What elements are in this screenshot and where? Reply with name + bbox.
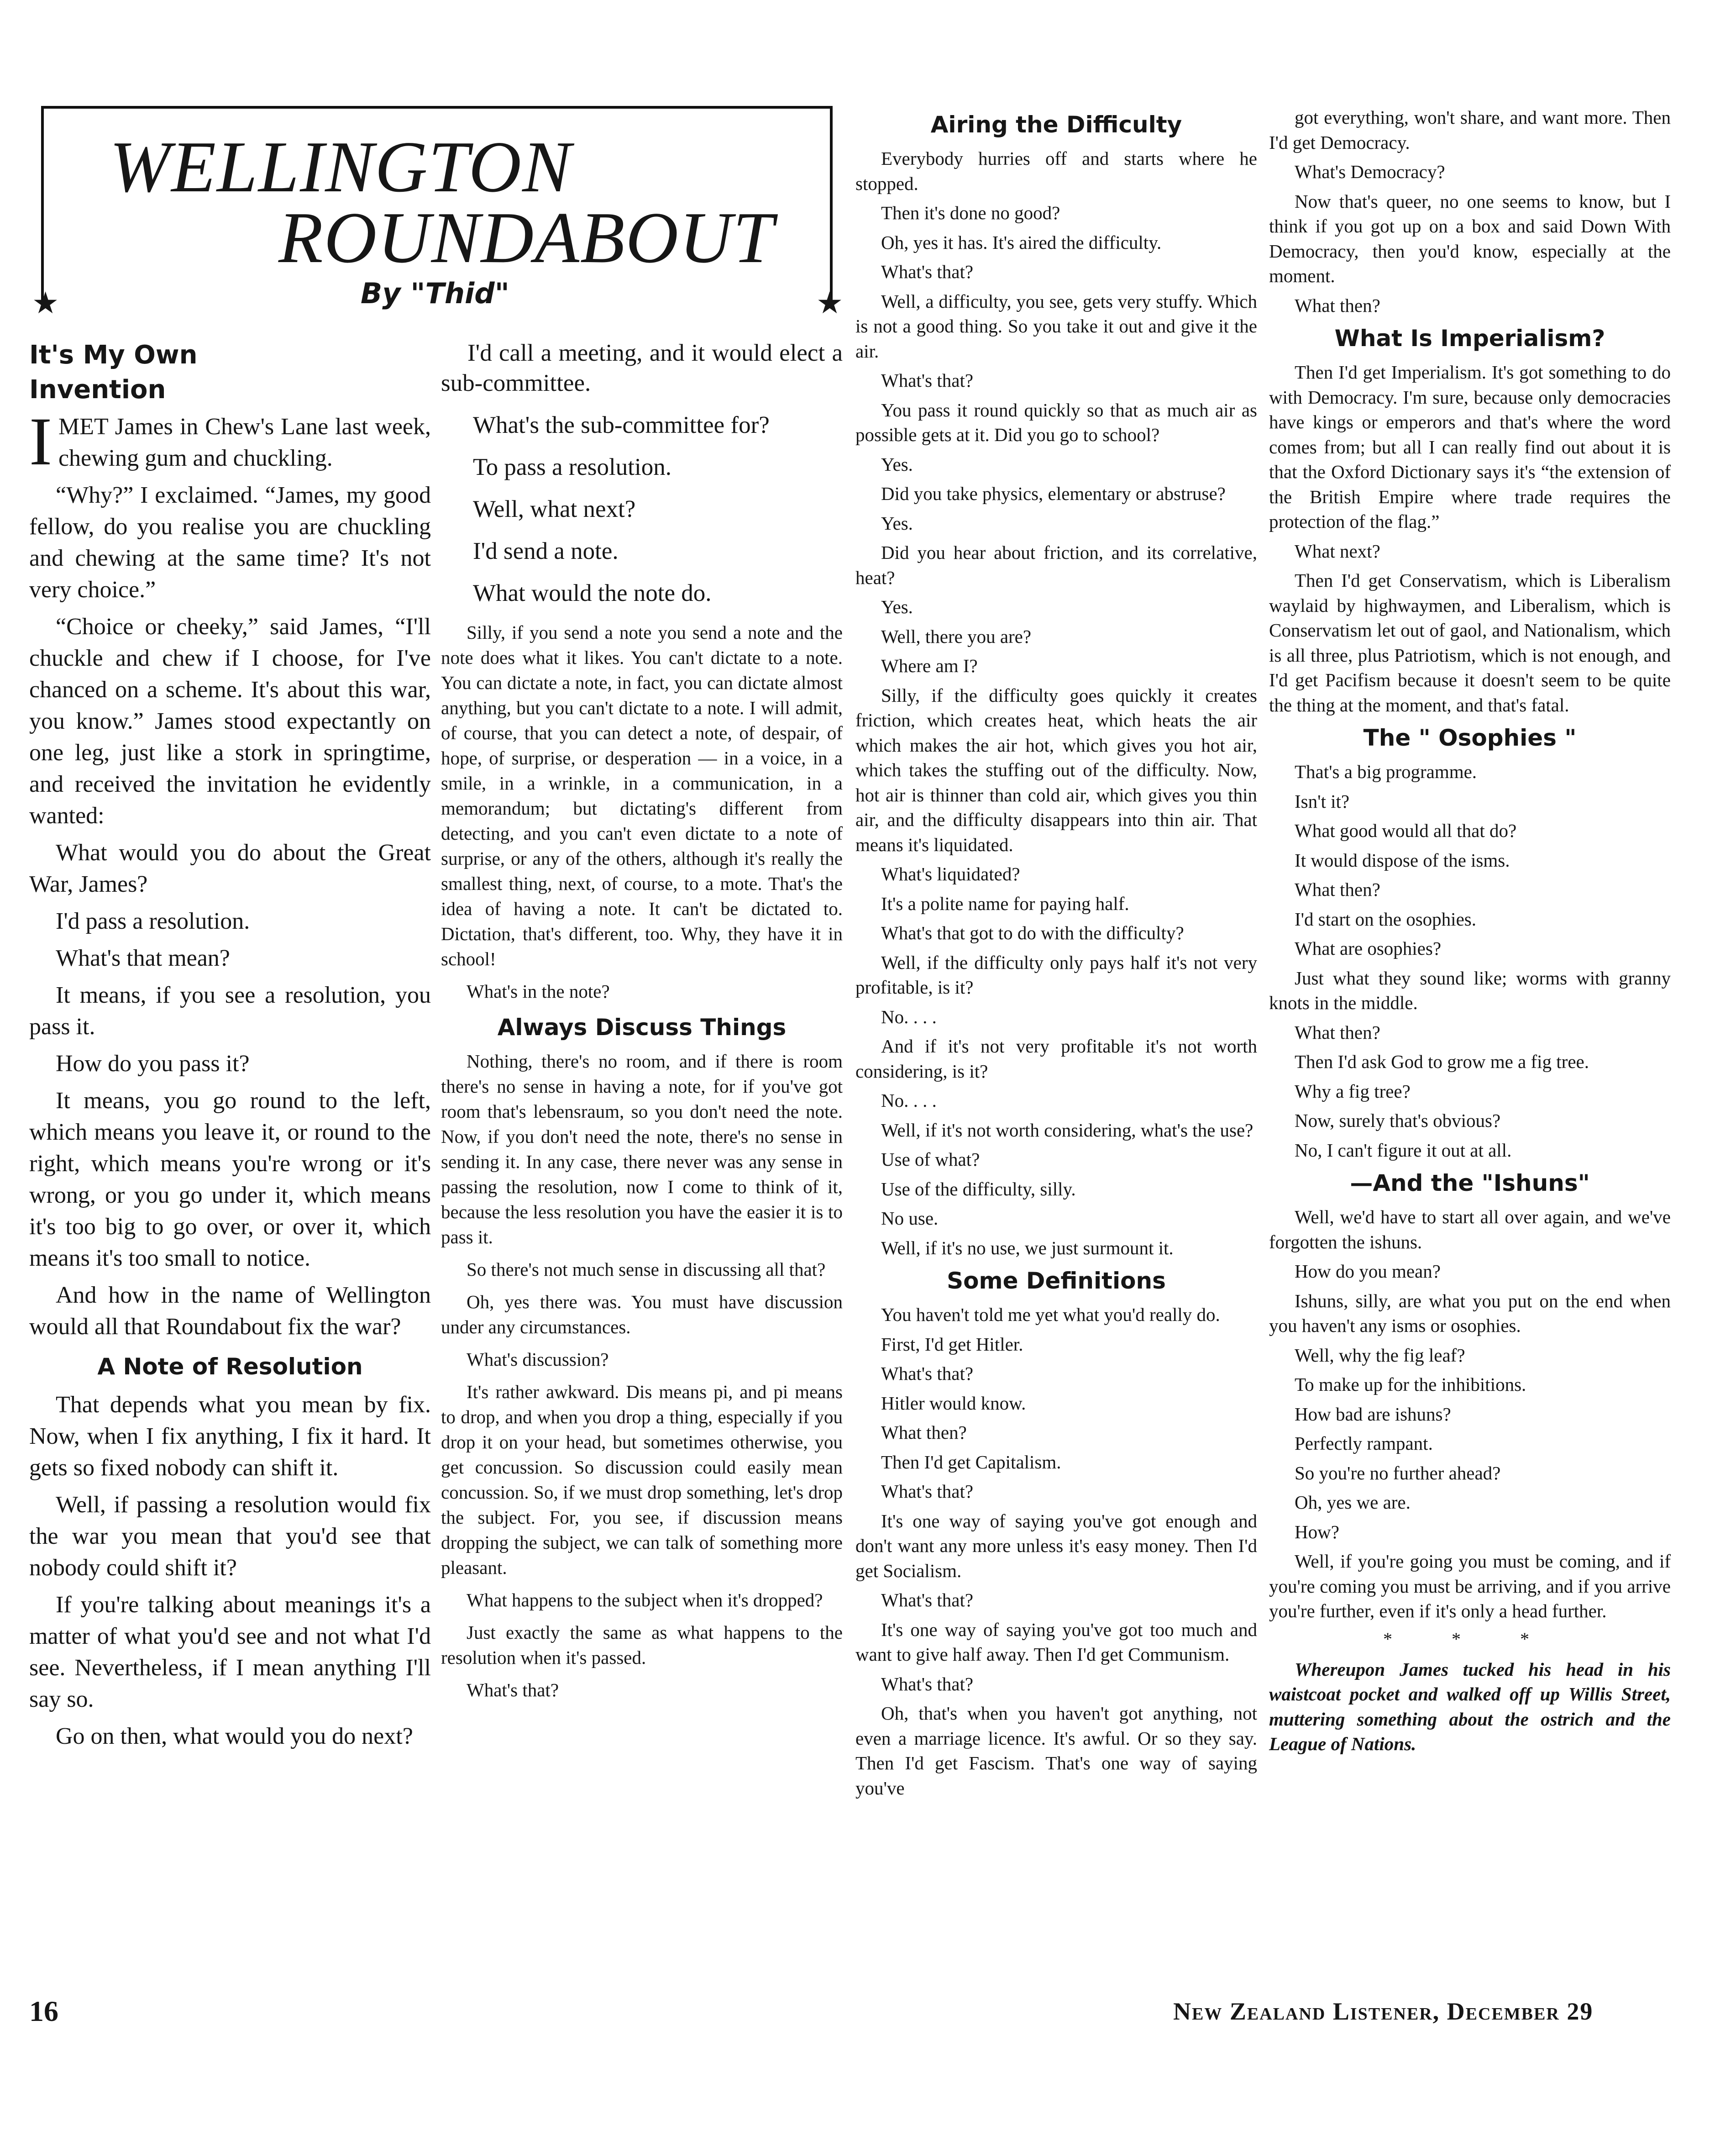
dialogue-block [1269, 105, 1671, 318]
paragraph: What's the sub-committee for? [473, 412, 770, 438]
dialogue-line: To make up for the inhibitions. [1295, 1374, 1526, 1395]
dialogue-line: What's that? [881, 261, 974, 282]
paragraph: How do you pass it? [56, 1051, 250, 1077]
dialogue-line: Silly, if the difficulty goes quickly it creates friction, which creates heat, which heats the air which makes the air hot, which gives you hot air, which takes the stuffing out of the difficulty. Now, hot air is thinner than cold air, which gives you thin air, and the difficulty disappears into thin air. That means it's liquidated. [855, 684, 1257, 855]
dialogue-line: Well, if you're going you must be coming, and if you're coming you must be arriving, and if you arrive you're further, even if it's only a head further. [1269, 1551, 1671, 1621]
dialogue-line: Did you take physics, elementary or abstruse? [881, 483, 1226, 504]
dialogue-line: You haven't told me yet what you'd really do. [881, 1304, 1220, 1325]
paragraph: To pass a resolution. [473, 454, 671, 480]
dialogue-line: First, I'd get Hitler. [881, 1333, 1023, 1355]
dialogue-line: Then I'd get Capitalism. [881, 1451, 1061, 1473]
paragraph: What would the note do. [473, 580, 712, 606]
paragraph: What happens to the subject when it's dropped? [467, 1589, 823, 1610]
dialogue-line: Why a fig tree? [1295, 1080, 1411, 1102]
dialogue-line: Then I'd get Imperialism. It's got something to do with Democracy. I'm sure, because only democracies have kings or emperors and that's where the word comes from; but all I can really find out about it is that the Oxford Dictionary says it's “the extension of the British Empire where trade requires the protection of the flag.” [1269, 362, 1671, 532]
dialogue-line: You pass it round quickly so that as much air as possible gets at it. Did you go to school? [855, 399, 1257, 445]
paragraph: What's in the note? [467, 981, 610, 1002]
dialogue-line: Hitler would know. [881, 1392, 1026, 1414]
paragraph: Silly, if you send a note you send a note and the note does what it likes. You can't dictate to a note. You can dictate a note, in fact, you can dictate almost anything, but you can't dictate to a note. I will admit, of course, that you can detect a note, of despair, of hope, of surprise, or desperation — in a voice, in a smile, in a wrinkle, in a communication, in a memorandum; but dictating's different from detecting, and you can't even dictate to a note of surprise, or any of the others, although it's really the smallest thing, next, of course, to a mote. That's the idea of having a note. It can't be dictated to. Dictation, that's different, too. Why, they have it in school! [441, 622, 843, 969]
dialogue-line: That's a big programme. [1295, 761, 1477, 782]
dialogue-line: Did you hear about friction, and its correlative, heat? [855, 542, 1257, 588]
dialogue-line: Yes. [881, 453, 913, 475]
dialogue-line: No, I can't figure it out at all. [1295, 1139, 1512, 1161]
dialogue-line: Oh, that's when you haven't got anything, not even a marriage licence. It's awful. Or so they say. Then I'd get Fascism. That's one way of saying you've [855, 1703, 1257, 1799]
opening-paragraph: IMET James in Chew's Lane last week, chewing gum and chuckling. [29, 404, 431, 479]
column-2 [441, 338, 843, 1710]
paragraph: And how in the name of Wellington would all that Roundabout fix the war? [29, 1282, 431, 1340]
dialogue-line: No. . . . [881, 1090, 937, 1111]
section-heading: Always Discuss Things [497, 1014, 787, 1041]
dialogue-line: Well, if it's no use, we just surmount it. [881, 1237, 1174, 1258]
dialogue-line: Well, why the fig leaf? [1295, 1344, 1465, 1366]
dialogue-block [855, 1302, 1257, 1800]
section-heading: Some Definitions [947, 1268, 1166, 1294]
dialogue-line: Well, if the difficulty only pays half it's not very profitable, is it? [855, 952, 1257, 998]
dialogue-line: How do you mean? [1295, 1261, 1441, 1282]
dialogue-line: Use of what? [881, 1149, 980, 1170]
dialogue-line: What's that? [881, 1481, 974, 1502]
star-right-icon: ★ [816, 287, 844, 320]
headline-line-2: ROUNDABOUT [278, 197, 775, 278]
dialogue-line: What's that? [881, 1363, 974, 1384]
paragraph: That depends what you mean by fix. Now, when I fix anything, I fix it hard. It gets so fixed nobody can shift it. [29, 1392, 431, 1481]
paragraph: Go on then, what would you do next? [56, 1723, 413, 1749]
dialogue-line: What good would all that do? [1295, 820, 1517, 841]
dialogue-line: What's that? [881, 1589, 974, 1610]
dialogue-line: What's that got to do with the difficulty? [881, 922, 1184, 943]
dialogue-line: Use of the difficulty, silly. [881, 1178, 1076, 1200]
dialogue-line: Well, a difficulty, you see, gets very stuffy. Which is not a good thing. So you take it out and give it the air. [855, 290, 1257, 362]
dialogue-line: Then I'd get Conservatism, which is Liberalism waylaid by highwaymen, and Liberalism, which is Conservatism let out of gaol, and Nationalism, which is all three, plus Patriotism, which is not enough, and I'd get Pacifism because it doesn't seem to be quite the thing at the moment, and that's fatal. [1269, 570, 1671, 716]
dialogue-line: What then? [881, 1422, 967, 1443]
dialogue-block [1269, 759, 1671, 1163]
section-heading: A Note of Resolution [97, 1353, 363, 1380]
dialogue-line: Now, surely that's obvious? [1295, 1110, 1501, 1131]
dialogue-line: Just what they sound like; worms with granny knots in the middle. [1269, 967, 1671, 1013]
paragraph: Well, if passing a resolution would fix the war you mean that you'd see that nobody could shift it? [29, 1492, 431, 1581]
paragraph: It means, you go round to the left, which means you leave it, or round to the right, which means you're wrong or it's wrong, or you go under it, which means it's too big to go over, or over it, which means it's too small to notice. [29, 1088, 431, 1271]
page-number: 16 [29, 1995, 58, 2027]
closing-paragraph: Whereupon James tucked his head in his waistcoat pocket and walked off up Willis Street, muttering something about the ostrich and the League of Nations. [1269, 1658, 1671, 1754]
dialogue-line: What next? [1295, 540, 1380, 562]
dialogue-line: Ishuns, silly, are what you put on the end when you haven't any isms or osophies. [1269, 1290, 1671, 1336]
dialogue-block [1269, 360, 1671, 717]
dialogue-line: I'd start on the osophies. [1295, 908, 1476, 930]
dialogue-line: What then? [1295, 295, 1380, 316]
dialogue-line: Yes. [881, 512, 913, 534]
dialogue-line: Oh, yes we are. [1295, 1492, 1411, 1513]
dialogue-line: What's that? [881, 370, 974, 391]
dialogue-line: Everybody hurries off and starts where he stopped. [855, 148, 1257, 194]
paragraph: Nothing, there's no room, and if there is room there's no sense in having a note, for if you've got room that's lebensraum, so you don't need the note. Now, if you don't need the note, there's no sense in sending it. In any case, there never was any sense in passing the resolution, now I come to think of it, because the less resolution you have the easier it is to pass it. [441, 1051, 843, 1247]
paragraph: It's rather awkward. Dis means pi, and pi means to drop, and when you drop a thing, especially if you drop it on your head, but sometimes otherwise, you get concussion. So discussion could easily mean concussion. So, if we must drop something, let's drop the subject. For, you see, if discussion means dropping the subject, we can talk of something more pleasant. [441, 1381, 843, 1578]
byline: By "Thid" [361, 277, 509, 310]
paragraph: “Why?” I exclaimed. “James, my good fellow, do you realise you are chuckling and chewing at the same time? It's not very choice.” [29, 482, 431, 603]
column-1 [29, 338, 431, 1757]
dialogue-block [855, 146, 1257, 1260]
dialogue-line: Well, there you are? [881, 626, 1032, 647]
dialogue-line: Now that's queer, no one seems to know, but I think if you got up on a box and said Down With Democracy, then you'd know, especially at the moment. [1269, 190, 1671, 286]
dialogue-line: It's one way of saying you've got enough and don't want any more unless it's easy money. Then I'd get Socialism. [855, 1510, 1257, 1581]
headline-line-1: WELLINGTON [110, 126, 572, 207]
dialogue-line: It's a polite name for paying half. [881, 893, 1129, 914]
dialogue-line: How? [1295, 1521, 1339, 1542]
dialogue-line: Yes. [881, 596, 913, 617]
section-heading: Airing the Difficulty [930, 111, 1182, 138]
paragraph: So there's not much sense in discussing all that? [467, 1259, 826, 1280]
column-4 [1269, 105, 1671, 1761]
dialogue-line: What are osophies? [1295, 938, 1442, 959]
paragraph: What's that mean? [56, 945, 230, 971]
paragraph: Oh, yes there was. You must have discussion under any circumstances. [441, 1291, 843, 1337]
paragraph: What would you do about the Great War, James? [29, 840, 431, 897]
paragraph: I'd call a meeting, and it would elect a sub-committee. [441, 340, 843, 396]
column-3 [855, 105, 1257, 1805]
publication-footer: New Zealand Listener, December 29 [1173, 1998, 1594, 2025]
dialogue-line: What's liquidated? [881, 863, 1020, 884]
dialogue-line: Isn't it? [1295, 790, 1350, 812]
paragraph: What's that? [467, 1679, 559, 1700]
dialogue-line: Where am I? [881, 655, 978, 676]
dialogue-line: What then? [1295, 879, 1380, 900]
dialogue-line: Perfectly rampant. [1295, 1433, 1433, 1454]
dialogue-line: Well, we'd have to start all over again, and we've forgotten the ishuns. [1269, 1206, 1671, 1252]
dialogue-line: Well, if it's not worth considering, what's the use? [881, 1119, 1253, 1141]
dialogue-line: It would dispose of the isms. [1295, 849, 1510, 871]
section-heading: It's My Own Invention [29, 340, 198, 405]
section-heading: The " Osophies " [1363, 725, 1577, 751]
paragraph: I'd send a note. [473, 538, 619, 564]
dialogue-line: Then it's done no good? [881, 202, 1060, 223]
dialogue-line: So you're no further ahead? [1295, 1462, 1501, 1484]
paragraph: It means, if you see a resolution, you pass it. [29, 982, 431, 1040]
dialogue-line: It's one way of saying you've got too much and want to give half away. Then I'd get Communism. [855, 1619, 1257, 1665]
dialogue-line: got everything, won't share, and want more. Then I'd get Democracy. [1269, 107, 1671, 153]
paragraph: “Choice or cheeky,” said James, “I'll chuckle and chew if I choose, for I've chanced on a scheme. It's about this war, you know.” James stood expectantly on one leg, just like a stork in springtime, and received the invitation he evidently wanted: [29, 614, 431, 829]
dialogue-line: Oh, yes it has. It's aired the difficulty. [881, 231, 1162, 253]
dialogue-block [1269, 1205, 1671, 1624]
paragraph: Just exactly the same as what happens to the resolution when it's passed. [441, 1622, 843, 1668]
section-heading: What Is Imperialism? [1334, 325, 1605, 352]
dialogue-line: No use. [881, 1208, 939, 1229]
dialogue-line: And if it's not very profitable it's not worth considering, is it? [855, 1036, 1257, 1082]
dialogue-line: Then I'd ask God to grow me a fig tree. [1295, 1051, 1589, 1072]
section-divider: * * * [1383, 1628, 1557, 1649]
paragraph: Well, what next? [473, 496, 636, 522]
paragraph: I'd pass a resolution. [56, 908, 250, 934]
section-heading: —And the "Ishuns" [1350, 1170, 1590, 1196]
dialogue-line: No. . . . [881, 1006, 937, 1027]
dialogue-line: What then? [1295, 1021, 1380, 1043]
dialogue-line: How bad are ishuns? [1295, 1403, 1451, 1425]
dialogue-line: What's that? [881, 1673, 974, 1694]
paragraph: What's discussion? [467, 1349, 609, 1370]
dialogue-line: What's Democracy? [1295, 161, 1445, 182]
paragraph: If you're talking about meanings it's a matter of what you'd see and not what I'd see. Nevertheless, if I mean anything I'll say so. [29, 1592, 431, 1712]
drop-cap: I [29, 404, 52, 479]
star-left-icon: ★ [32, 287, 59, 320]
